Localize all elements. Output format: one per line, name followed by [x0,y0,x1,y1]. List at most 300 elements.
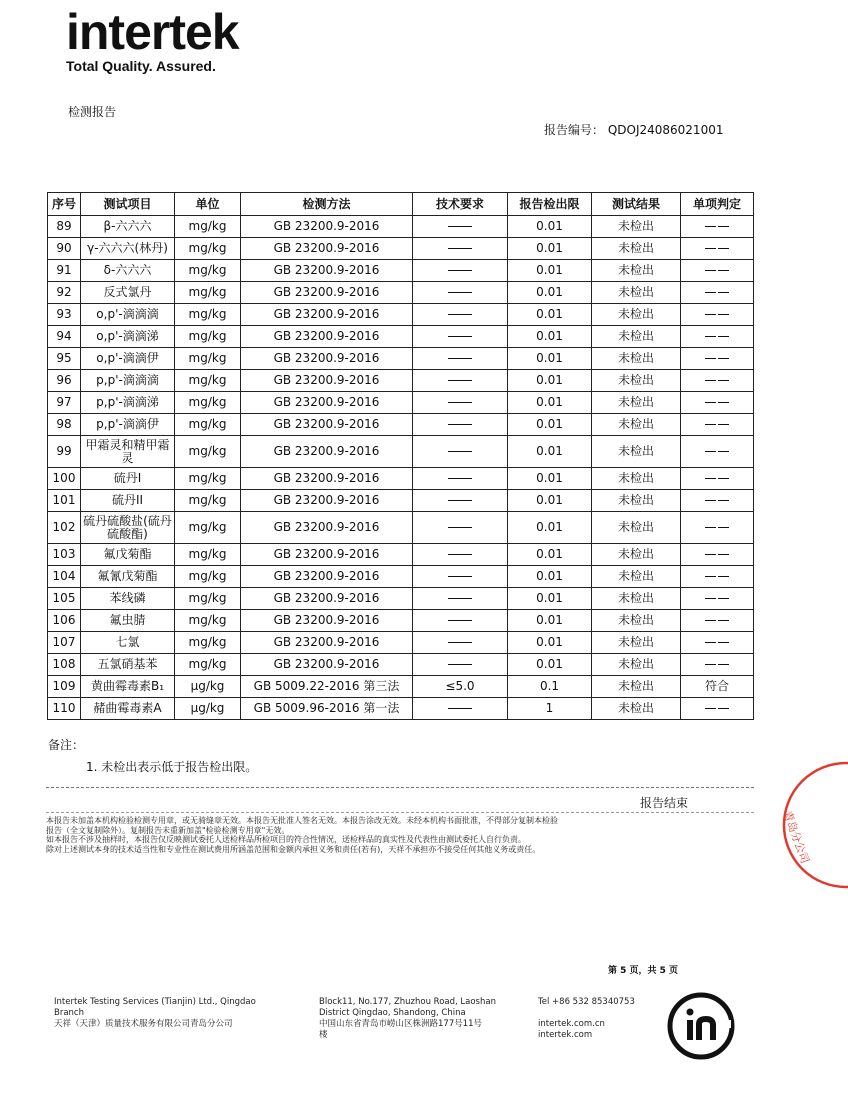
cell-limit: 0.01 [508,566,592,588]
cell-result: 未检出 [592,544,681,566]
cell-requirement [413,632,508,654]
cell-no: 104 [48,566,81,588]
cell-requirement [413,260,508,282]
table-row [48,370,754,392]
table-row [48,392,754,414]
table-row [48,698,754,720]
cell-limit: 0.01 [508,282,592,304]
cell-method: GB 23200.9-2016 [241,348,413,370]
cell-unit: mg/kg [175,654,241,676]
cell-verdict [681,468,754,490]
cell-method: GB 23200.9-2016 [241,468,413,490]
cell-result: 未检出 [592,282,681,304]
cell-unit: mg/kg [175,632,241,654]
dash-mark [718,336,729,337]
dash-mark [718,527,729,528]
cell-result: 未检出 [592,238,681,260]
cell-no: 92 [48,282,81,304]
dash-mark [705,527,716,528]
cell-requirement [413,566,508,588]
dash-mark [718,554,729,555]
dash-mark [705,576,716,577]
footer-line: Tel +86 532 85340753 [538,997,635,1007]
dash-mark [705,451,716,452]
cell-requirement [413,698,508,720]
cell-unit: mg/kg [175,436,241,468]
cell-item: δ-六六六 [81,260,175,282]
column-header: 单项判定 [681,193,754,216]
cell-method: GB 23200.9-2016 [241,414,413,436]
cell-requirement [413,216,508,238]
cell-unit: mg/kg [175,260,241,282]
cell-limit: 0.01 [508,392,592,414]
dash-mark [718,402,729,403]
dash-mark [448,478,472,479]
cell-method: GB 23200.9-2016 [241,304,413,326]
cell-requirement [413,238,508,260]
cell-requirement [413,490,508,512]
cell-no: 95 [48,348,81,370]
dash-mark [718,642,729,643]
cell-unit: μg/kg [175,698,241,720]
cell-item: 赭曲霉毒素A [81,698,175,720]
cell-result: 未检出 [592,490,681,512]
report-number: 报告编号： QDOJ24086021001 [544,123,724,137]
column-header: 测试项目 [81,193,175,216]
footer-line: intertek.com.cn [538,1019,605,1029]
cell-limit: 0.01 [508,326,592,348]
cell-result: 未检出 [592,348,681,370]
dash-mark [718,576,729,577]
cell-limit: 0.01 [508,370,592,392]
dash-mark [705,664,716,665]
cell-item: 五氯硝基苯 [81,654,175,676]
dash-mark [718,248,729,249]
dash-mark [718,451,729,452]
notes-label: 备注： [48,738,85,752]
cell-limit: 0.01 [508,544,592,566]
cell-verdict [681,282,754,304]
dash-mark [448,554,472,555]
cell-method: GB 23200.9-2016 [241,490,413,512]
cell-result: 未检出 [592,632,681,654]
cell-unit: mg/kg [175,414,241,436]
cell-unit: mg/kg [175,282,241,304]
cell-item: 苯线磷 [81,588,175,610]
cell-method: GB 5009.22-2016 第三法 [241,676,413,698]
table-row [48,468,754,490]
dash-mark [705,478,716,479]
dash-mark [448,708,472,709]
cell-method: GB 23200.9-2016 [241,512,413,544]
cell-no: 94 [48,326,81,348]
cell-no: 105 [48,588,81,610]
disclaimer-line: 除对上述测试本身的技术适当性和专业性在测试费用所涵盖范围和金额内承担义务和责任(若有)，天祥不承担亦不接受任何其他义务或责任。 [46,844,541,854]
cell-limit: 0.1 [508,676,592,698]
cell-requirement: ≤5.0 [413,676,508,698]
cell-limit: 0.01 [508,304,592,326]
footer-line: Intertek Testing Services (Tianjin) Ltd., Qingdao [54,997,256,1007]
table-row [48,326,754,348]
cell-limit: 0.01 [508,348,592,370]
cell-limit: 0.01 [508,654,592,676]
cell-unit: mg/kg [175,468,241,490]
cell-no: 89 [48,216,81,238]
cell-result: 未检出 [592,698,681,720]
cell-item: o,p'-滴滴伊 [81,348,175,370]
cell-item: p,p'-滴滴滴 [81,370,175,392]
cell-requirement [413,370,508,392]
table-header-row [48,193,754,216]
table-row [48,348,754,370]
table-row [48,676,754,698]
cell-item: 氟氰戊菊酯 [81,566,175,588]
cell-result: 未检出 [592,468,681,490]
table-row [48,566,754,588]
brand-wordmark: intertek [66,4,239,60]
table-row [48,654,754,676]
cell-item: 硫丹硫酸盐(硫丹硫酸酯) [81,512,175,544]
cell-requirement [413,512,508,544]
cell-limit: 0.01 [508,610,592,632]
cell-unit: mg/kg [175,238,241,260]
dash-mark [705,226,716,227]
cell-verdict [681,654,754,676]
column-header: 报告检出限 [508,193,592,216]
column-header: 单位 [175,193,241,216]
dash-mark [718,664,729,665]
svg-text:青岛分公司: 青岛分公司 [780,809,812,866]
results-table [47,192,754,720]
cell-verdict [681,326,754,348]
cell-no: 102 [48,512,81,544]
cell-no: 90 [48,238,81,260]
cell-unit: μg/kg [175,676,241,698]
footer-line: Branch [54,1008,84,1018]
table-row [48,216,754,238]
table-row [48,436,754,468]
cell-no: 100 [48,468,81,490]
dash-mark [448,451,472,452]
divider [46,787,754,788]
page-number: 第 5 页，共 5 页 [608,966,679,976]
cell-limit: 1 [508,698,592,720]
dash-mark [718,314,729,315]
cell-unit: mg/kg [175,544,241,566]
cell-item: 硫丹I [81,468,175,490]
cell-result: 未检出 [592,260,681,282]
dash-mark [448,248,472,249]
footer-line: 中国山东省青岛市崂山区株洲路177号11号 [319,1019,483,1029]
cell-method: GB 23200.9-2016 [241,588,413,610]
cell-item: 硫丹II [81,490,175,512]
dash-mark [705,292,716,293]
cell-requirement [413,544,508,566]
cell-no: 108 [48,654,81,676]
column-header: 检测方法 [241,193,413,216]
disclaimer-line: 本报告未加盖本机构检验检测专用章，或无骑缝章无效。本报告无批准人签名无效。本报告涂改无效。未经本机构书面批准，不得部分复制本检验 [46,816,558,825]
cell-no: 91 [48,260,81,282]
cell-requirement [413,304,508,326]
cell-unit: mg/kg [175,588,241,610]
dash-mark [705,248,716,249]
cell-verdict [681,304,754,326]
cell-limit: 0.01 [508,216,592,238]
cell-result: 未检出 [592,588,681,610]
brand-tagline: Total Quality. Assured. [66,58,216,74]
cell-no: 96 [48,370,81,392]
cell-verdict [681,588,754,610]
dash-mark [448,664,472,665]
dash-mark [718,292,729,293]
cell-result: 未检出 [592,436,681,468]
dash-mark [718,500,729,501]
cell-method: GB 23200.9-2016 [241,370,413,392]
dash-mark [448,226,472,227]
dash-mark [705,424,716,425]
dash-mark [705,708,716,709]
disclaimer [46,816,756,854]
dash-mark [718,358,729,359]
table-row [48,490,754,512]
footer-line: District Qingdao, Shandong, China [319,1008,466,1018]
cell-method: GB 23200.9-2016 [241,654,413,676]
intertek-logo [66,4,239,74]
table-row [48,282,754,304]
cell-limit: 0.01 [508,414,592,436]
cell-verdict [681,490,754,512]
cell-verdict [681,698,754,720]
cell-method: GB 23200.9-2016 [241,632,413,654]
cell-item: 甲霜灵和精甲霜灵 [81,436,175,468]
cell-verdict [681,260,754,282]
cell-item: γ-六六六(林丹) [81,238,175,260]
cell-limit: 0.01 [508,260,592,282]
footer-line: 楼 [319,1030,328,1040]
dash-mark [448,576,472,577]
cell-no: 99 [48,436,81,468]
dash-mark [705,380,716,381]
cell-item: 黄曲霉毒素B₁ [81,676,175,698]
cell-requirement [413,282,508,304]
document-title: 检测报告 [68,105,117,119]
cell-result: 未检出 [592,392,681,414]
cell-no: 101 [48,490,81,512]
cell-item: 反式氯丹 [81,282,175,304]
company-seal-stamp [768,760,848,890]
cell-no: 110 [48,698,81,720]
cell-no: 109 [48,676,81,698]
dash-mark [718,380,729,381]
cell-limit: 0.01 [508,238,592,260]
dash-mark [705,500,716,501]
dash-mark [448,358,472,359]
cell-method: GB 23200.9-2016 [241,610,413,632]
cell-method: GB 23200.9-2016 [241,260,413,282]
cell-limit: 0.01 [508,632,592,654]
cell-verdict [681,566,754,588]
cell-unit: mg/kg [175,512,241,544]
cell-result: 未检出 [592,512,681,544]
dash-mark [705,336,716,337]
table-row [48,544,754,566]
cell-limit: 0.01 [508,436,592,468]
cell-requirement [413,348,508,370]
table-row [48,610,754,632]
dash-mark [448,270,472,271]
cell-item: β-六六六 [81,216,175,238]
cell-item: p,p'-滴滴涕 [81,392,175,414]
dash-mark [448,402,472,403]
cell-requirement [413,654,508,676]
intertek-badge-icon [665,990,737,1062]
cell-item: 七氯 [81,632,175,654]
cell-unit: mg/kg [175,370,241,392]
footer-line [538,1008,658,1019]
dash-mark [705,598,716,599]
table-row [48,632,754,654]
table-row [48,304,754,326]
cell-unit: mg/kg [175,304,241,326]
dash-mark [705,358,716,359]
cell-no: 107 [48,632,81,654]
cell-result: 未检出 [592,414,681,436]
cell-method: GB 23200.9-2016 [241,238,413,260]
dash-mark [718,270,729,271]
cell-requirement [413,392,508,414]
cell-result: 未检出 [592,654,681,676]
cell-no: 103 [48,544,81,566]
cell-result: 未检出 [592,304,681,326]
cell-item: o,p'-滴滴涕 [81,326,175,348]
footer-address [319,997,529,1041]
table-row [48,260,754,282]
dash-mark [718,226,729,227]
cell-method: GB 5009.96-2016 第一法 [241,698,413,720]
note-item: 1. 未检出表示低于报告检出限。 [86,760,258,774]
cell-requirement [413,610,508,632]
cell-requirement [413,326,508,348]
column-header: 序号 [48,193,81,216]
dash-mark [448,598,472,599]
cell-result: 未检出 [592,566,681,588]
cell-verdict [681,436,754,468]
cell-unit: mg/kg [175,610,241,632]
cell-no: 97 [48,392,81,414]
dash-mark [718,598,729,599]
footer-line: Block11, No.177, Zhuzhou Road, Laoshan [319,997,496,1007]
cell-method: GB 23200.9-2016 [241,216,413,238]
cell-method: GB 23200.9-2016 [241,326,413,348]
cell-limit: 0.01 [508,588,592,610]
cell-verdict [681,414,754,436]
cell-item: o,p'-滴滴滴 [81,304,175,326]
divider [46,812,754,813]
cell-no: 98 [48,414,81,436]
dash-mark [448,620,472,621]
footer-line: 天祥（天津）质量技术服务有限公司青岛分公司 [54,1019,233,1029]
dash-mark [718,708,729,709]
cell-verdict: 符合 [681,676,754,698]
cell-verdict [681,544,754,566]
dash-mark [718,478,729,479]
cell-requirement [413,436,508,468]
cell-verdict [681,632,754,654]
dash-mark [448,292,472,293]
cell-unit: mg/kg [175,348,241,370]
cell-requirement [413,468,508,490]
dash-mark [705,270,716,271]
cell-result: 未检出 [592,610,681,632]
cell-unit: mg/kg [175,326,241,348]
dash-mark [448,642,472,643]
table-row [48,512,754,544]
cell-limit: 0.01 [508,512,592,544]
cell-verdict [681,238,754,260]
cell-unit: mg/kg [175,216,241,238]
footer-company [54,997,294,1030]
cell-unit: mg/kg [175,566,241,588]
dash-mark [448,336,472,337]
column-header: 测试结果 [592,193,681,216]
column-header: 技术要求 [413,193,508,216]
cell-limit: 0.01 [508,490,592,512]
footer-line: intertek.com [538,1030,593,1040]
dash-mark [448,314,472,315]
cell-verdict [681,348,754,370]
cell-verdict [681,392,754,414]
cell-method: GB 23200.9-2016 [241,566,413,588]
cell-no: 93 [48,304,81,326]
cell-verdict [681,370,754,392]
dash-mark [705,620,716,621]
cell-method: GB 23200.9-2016 [241,392,413,414]
cell-item: p,p'-滴滴伊 [81,414,175,436]
cell-verdict [681,610,754,632]
cell-method: GB 23200.9-2016 [241,436,413,468]
cell-result: 未检出 [592,370,681,392]
dash-mark [705,402,716,403]
cell-requirement [413,414,508,436]
cell-requirement [413,588,508,610]
cell-method: GB 23200.9-2016 [241,544,413,566]
dash-mark [448,527,472,528]
cell-result: 未检出 [592,326,681,348]
cell-unit: mg/kg [175,490,241,512]
dash-mark [718,424,729,425]
disclaimer-line: 如本报告不涉及抽样时，本报告仅反映测试委托人送检样品所检项目的符合性情况，送检样品的真实性及代表性由测试委托人自行负责。 [46,835,526,844]
dash-mark [705,554,716,555]
cell-method: GB 23200.9-2016 [241,282,413,304]
dash-mark [705,642,716,643]
table-body [48,216,754,720]
table-row [48,588,754,610]
report-end-label: 报告结束 [640,796,689,810]
cell-item: 氟虫腈 [81,610,175,632]
dash-mark [448,424,472,425]
table-row [48,238,754,260]
cell-unit: mg/kg [175,392,241,414]
dash-mark [718,620,729,621]
disclaimer-line: 报告（全文复制除外）。复制报告未重新加盖"检验检测专用章"无效。 [46,825,290,835]
cell-no: 106 [48,610,81,632]
cell-verdict [681,216,754,238]
cell-verdict [681,512,754,544]
footer-contact [538,997,658,1041]
cell-item: 氟戊菊酯 [81,544,175,566]
cell-limit: 0.01 [508,468,592,490]
dash-mark [705,314,716,315]
